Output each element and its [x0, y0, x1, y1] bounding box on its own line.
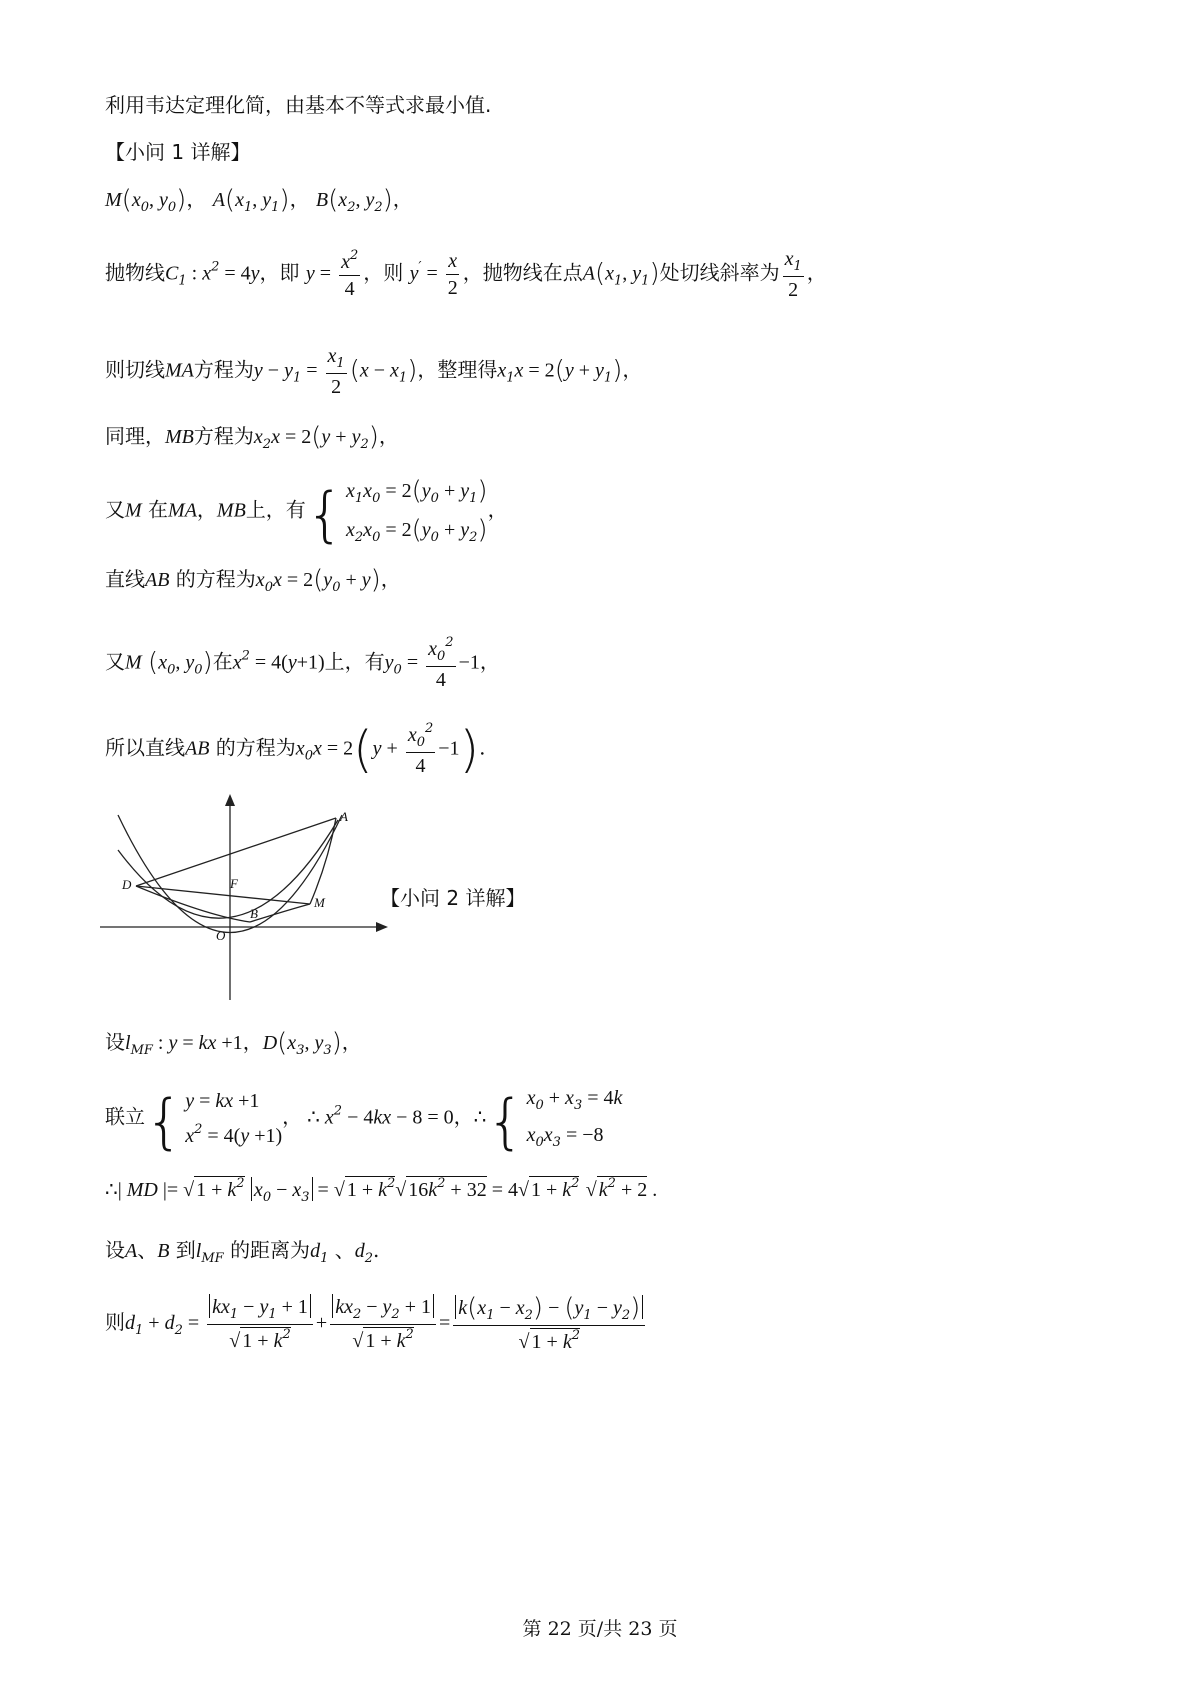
- m-on-curve-line: 又M ($x_0$, $y_0$)在$x^2 = 4(y+1)$上，有$y_0$ = $\frac{x_0^2}{4}$ −1，: [105, 635, 500, 691]
- tangent-ma-line: 则切线MA方程为$y - y_1$ = $\frac{x_1}{2}$ $(x - x_1)$，整理得$x_1x = 2(y + y_1)$，: [105, 345, 643, 398]
- label-m: M: [314, 895, 325, 910]
- label-o: O: [216, 928, 226, 943]
- page-footer: 第 22 页/共 23 页: [522, 1618, 678, 1640]
- joint-equations-line: 联立{ y = kx +1 $x^2 = 4(y +1)$ ， ∴ $x^2 - 4kx - 8 = 0$，∴{ $x_0 + x_3 = 4k$ $x_0x_3 = -8$: [105, 1086, 623, 1157]
- label-a: A: [340, 809, 348, 824]
- line-ab-final: 所以直线AB 的方程为$x_0x = 2(y$ + $\frac{x_0^2}{4}$ −1).: [105, 720, 486, 779]
- intro-text: 利用韦达定理化简，由基本不等式求最小值.: [105, 93, 492, 117]
- label-d: D: [122, 877, 132, 892]
- md-length-line: ∴| MD |= √ $1 + k^2$ $x_0 - x_3$ = √ $1 + k^2√$ $16k^2 + 32 = 4√$ $1 + k^2$ √ $k^2 + 2$ .: [105, 1176, 658, 1205]
- parabola-line: 抛物线$C_1$ : $x^2 = 4y$，即 y = $\frac{x^2}{4}$ ，则 y′ = $\frac{x}{2}$ ，抛物线在点$A(x_1$, $y_1$)处切线斜率为 $\frac{x_1}{2}$ ，: [105, 248, 827, 301]
- segment-ma: [310, 818, 336, 904]
- part1-heading: 【小问 1 详解】: [105, 140, 251, 164]
- set-line-mf: 设$l_{MF}$ : y = kx +1，$D(x_3$, $y_3$)，: [105, 1028, 362, 1058]
- distance-sum-line: 则$d_1 + d_2$ = $\frac{kx_1 - y_1 + 1}{√ 1 + k^2}$ + $\frac{kx_2 - y_2 + 1}{√ 1 + k^2}$ = $\frac{k(x_1 - x_2) - (y_1 - y_2)}{√ 1 + k^2}$: [105, 1295, 648, 1352]
- y-axis-arrow: [225, 794, 235, 806]
- label-b: B: [250, 906, 258, 921]
- tangent-mb-line: 同理，MB方程为$x_2x = 2(y + y_2)$，: [105, 422, 399, 452]
- points-definition: $M(x_0$, $y_0$)， $A(x_1$, $y_1$)， $B(x_2$, $y_2$)，: [105, 185, 413, 215]
- line-ab-equation: 直线AB 的方程为$x_0x = 2(y_0 + y)$，: [105, 565, 401, 595]
- x-axis-arrow: [376, 922, 388, 932]
- part2-heading: 【小问 2 详解】: [380, 886, 526, 910]
- parabola-figure: [98, 790, 388, 1005]
- label-f: F: [230, 876, 238, 891]
- m-on-tangents-line: 又M 在MA，MB上，有{ $x_1x_0 = 2(y_0 + y_1)$ $x_2x_0 = 2(y_0 + y_2)$ ，: [105, 476, 508, 550]
- distance-line: 设A、B 到$l_{MF}$ 的距离为$d_1$ 、$d_2$.: [105, 1238, 380, 1266]
